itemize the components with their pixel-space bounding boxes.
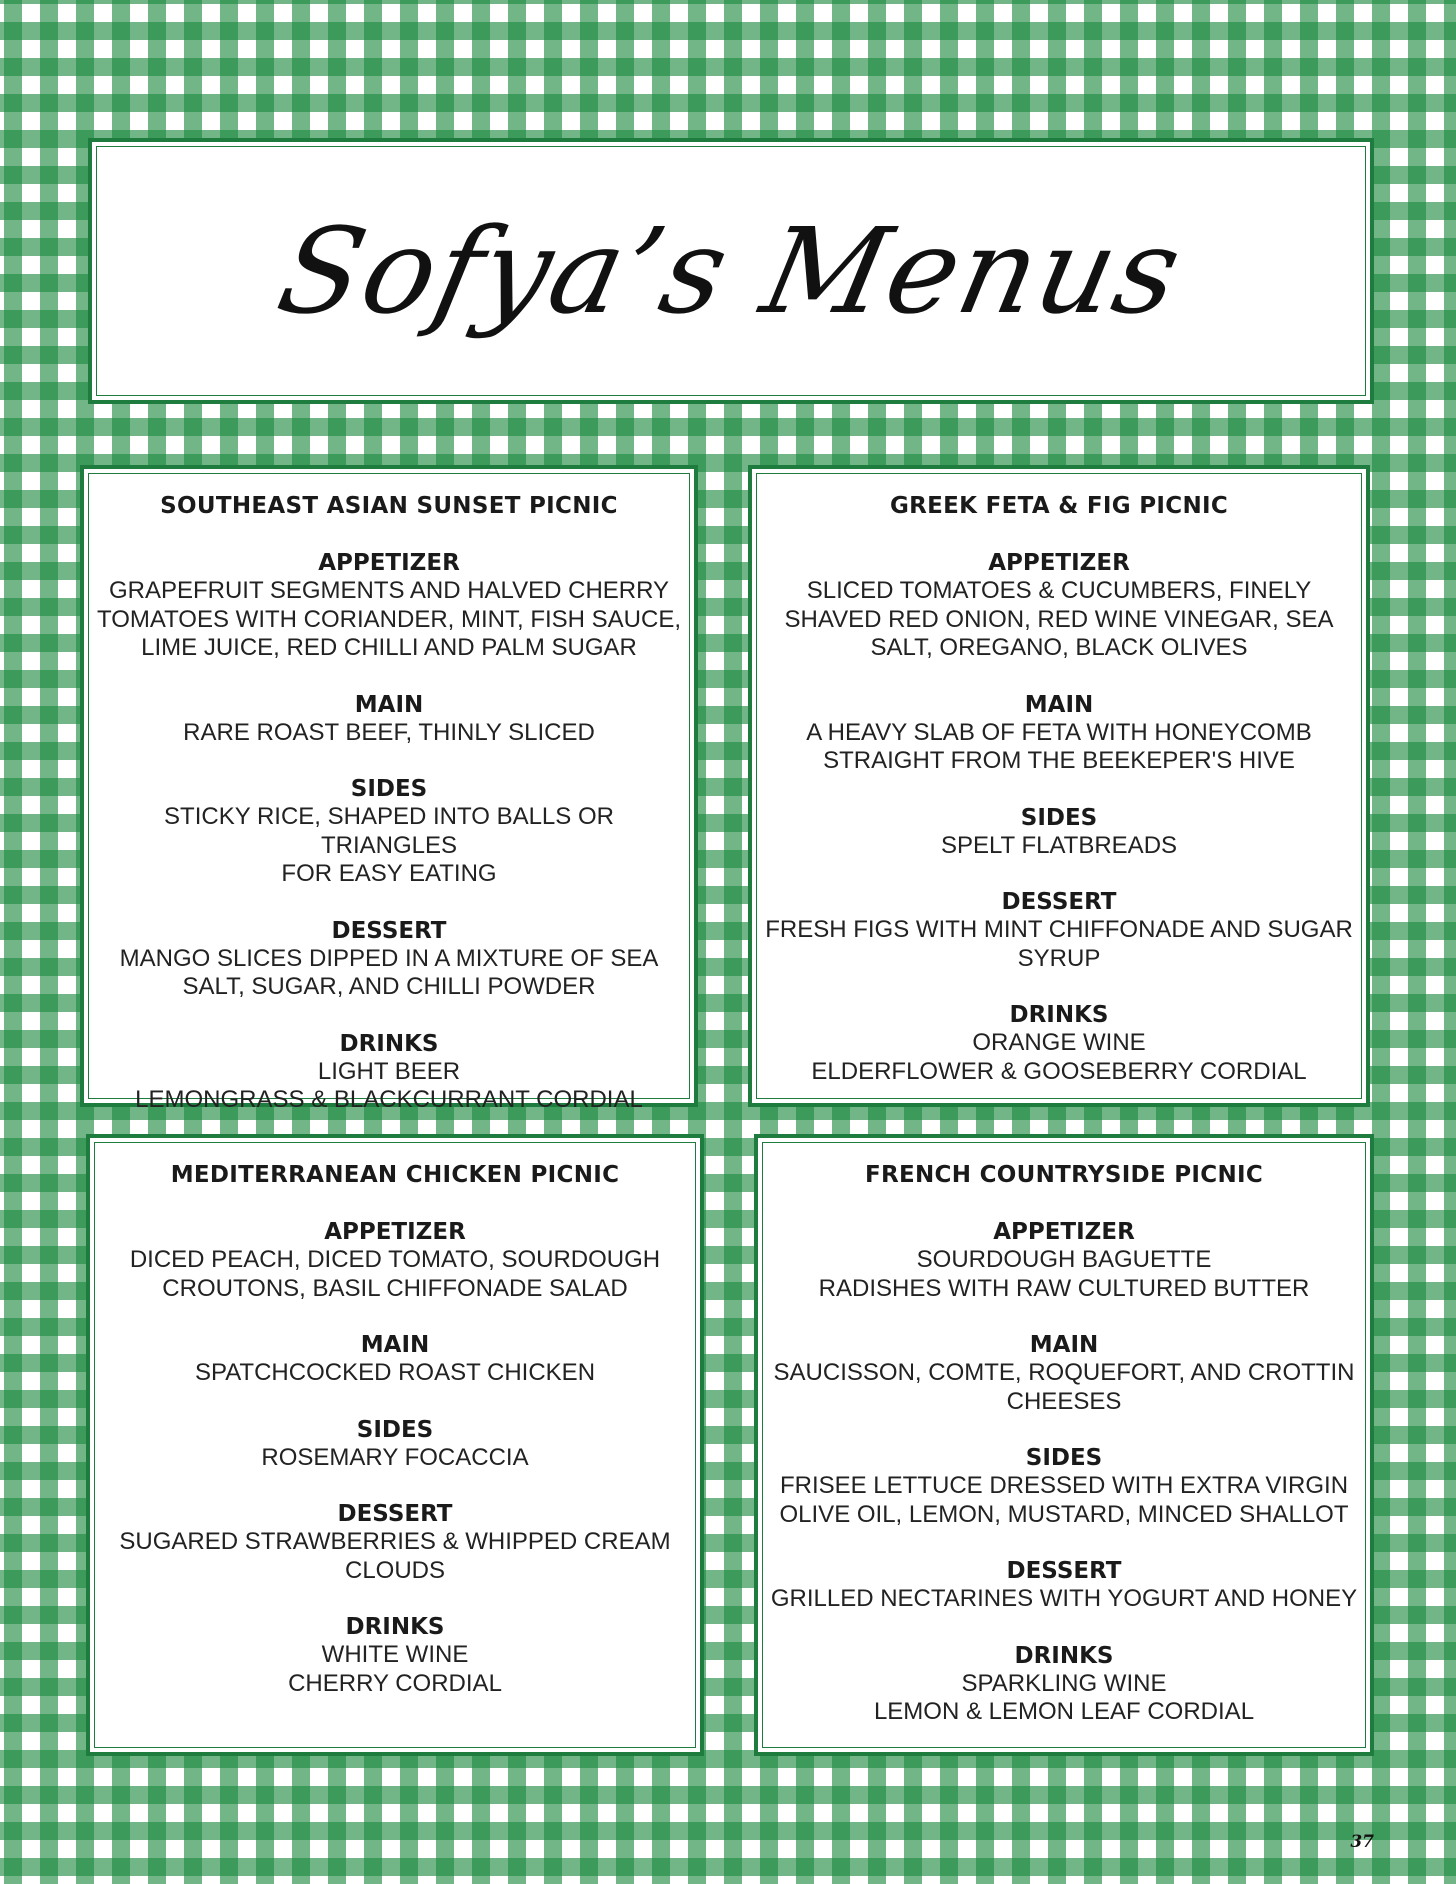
course-item-text: LEMONGRASS & BLACKCURRANT CORDIAL [135, 1086, 643, 1113]
course-section [762, 1001, 1356, 1086]
course-item-text: SUGARED STRAWBERRIES & WHIPPED CREAM [119, 1528, 671, 1555]
course-item-text: SPATCHCOCKED ROAST CHICKEN [194, 1359, 596, 1386]
course-item-text: RADISHES WITH RAW CULTURED BUTTER [818, 1274, 1310, 1302]
course-heading: APPETIZER [324, 1219, 466, 1245]
course-heading: APPETIZER [318, 550, 460, 576]
course-heading: DRINKS [345, 1614, 445, 1640]
menu-content [94, 491, 684, 1115]
course-section [100, 1331, 690, 1388]
course-item-text: ORANGE WINE [972, 1029, 1146, 1056]
course-item-text: RARE ROAST BEEF, THINLY SLICED [183, 718, 595, 746]
menu-content [762, 491, 1356, 1086]
course-item-text: ELDERFLOWER & GOOSEBERRY CORDIAL [811, 1057, 1307, 1085]
course-heading: DRINKS [339, 1030, 439, 1057]
course-item-text: ROSEMARY FOCACCIA [261, 1443, 529, 1471]
course-item-text: SHAVED RED ONION, RED WINE VINEGAR, SEA [784, 605, 1334, 633]
course-section [762, 888, 1356, 973]
course-item-text: GRILLED NECTARINES WITH YOGURT AND HONEY [770, 1585, 1358, 1612]
course-item-text: SAUCISSON, COMTE, ROQUEFORT, AND CROTTIN [773, 1359, 1355, 1386]
course-item-text: SLICED TOMATOES & CUCUMBERS, FINELY [806, 577, 1312, 604]
course-item-text: SYRUP [1017, 944, 1101, 972]
course-heading: MAIN [360, 1332, 430, 1358]
menu-content [768, 1160, 1360, 1727]
menu-title: SOUTHEAST ASIAN SUNSET PICNIC [160, 493, 618, 519]
course-item-text: DICED PEACH, DICED TOMATO, SOURDOUGH [129, 1246, 661, 1273]
course-item-text: SALT, OREGANO, BLACK OLIVES [870, 634, 1248, 661]
course-heading: DRINKS [1014, 1642, 1114, 1669]
course-item-text: TOMATOES WITH CORIANDER, MINT, FISH SAUCE, [96, 605, 682, 633]
course-heading: DRINKS [1009, 1002, 1109, 1028]
page-number: 37 [1350, 1832, 1374, 1852]
course-section [94, 775, 684, 889]
course-heading: DESSERT [331, 917, 447, 944]
course-item-text: OLIVE OIL, LEMON, MUSTARD, MINCED SHALLOT [779, 1500, 1349, 1528]
course-section [762, 549, 1356, 663]
course-heading: MAIN [1029, 1332, 1099, 1358]
course-heading: SIDES [1020, 804, 1098, 831]
course-heading: SIDES [350, 776, 428, 802]
course-heading: MAIN [1024, 691, 1094, 718]
course-item-text: GRAPEFRUIT SEGMENTS AND HALVED CHERRY [108, 577, 670, 604]
course-section [762, 691, 1356, 776]
course-item-text: LIME JUICE, RED CHILLI AND PALM SUGAR [141, 634, 637, 661]
course-section [100, 1500, 690, 1585]
course-heading: APPETIZER [993, 1219, 1135, 1245]
course-heading: DESSERT [1001, 889, 1117, 915]
menu-content [100, 1160, 690, 1698]
course-item-text: CHEESES [1006, 1387, 1122, 1415]
course-section [94, 1030, 684, 1115]
course-item-text: A HEAVY SLAB OF FETA WITH HONEYCOMB [806, 718, 1312, 746]
course-item-text: CHERRY CORDIAL [288, 1669, 502, 1697]
menu-card [80, 465, 698, 1113]
menu-title: MEDITERRANEAN CHICKEN PICNIC [170, 1162, 620, 1188]
course-section [100, 1218, 690, 1303]
course-item-text: STICKY RICE, SHAPED INTO BALLS OR TRIANGLES [164, 803, 614, 859]
course-item-text: SPELT FLATBREADS [940, 831, 1178, 859]
course-item-text: FRESH FIGS WITH MINT CHIFFONADE AND SUGAR [765, 916, 1353, 943]
course-section [94, 691, 684, 748]
course-item-text: FRISEE LETTUCE DRESSED WITH EXTRA VIRGIN [779, 1472, 1349, 1499]
course-heading: MAIN [354, 691, 424, 718]
course-item-text: WHITE WINE [321, 1641, 469, 1668]
page-title: Sofya’s Menus [267, 202, 1195, 340]
course-heading: APPETIZER [988, 550, 1130, 576]
course-section [768, 1444, 1360, 1529]
menu-card [754, 1134, 1374, 1756]
course-item-text: CROUTONS, BASIL CHIFFONADE SALAD [162, 1274, 628, 1302]
course-heading: DESSERT [1006, 1558, 1122, 1584]
course-section [768, 1642, 1360, 1727]
course-section [100, 1613, 690, 1698]
course-section [94, 917, 684, 1002]
menu-card [86, 1134, 704, 1756]
menu-title: GREEK FETA & FIG PICNIC [889, 493, 1229, 519]
course-heading: SIDES [1025, 1445, 1103, 1471]
course-item-text: CLOUDS [344, 1556, 446, 1584]
course-item-text: SALT, SUGAR, AND CHILLI POWDER [182, 973, 596, 1000]
title-banner [88, 138, 1374, 404]
course-item-text: LEMON & LEMON LEAF CORDIAL [873, 1698, 1255, 1725]
course-item-text: STRAIGHT FROM THE BEEKEPER'S HIVE [823, 747, 1295, 774]
menu-title: FRENCH COUNTRYSIDE PICNIC [864, 1162, 1264, 1188]
course-section [762, 804, 1356, 861]
menu-card [748, 465, 1370, 1107]
course-heading: SIDES [356, 1416, 434, 1443]
course-heading: DESSERT [337, 1501, 453, 1527]
course-section [94, 549, 684, 663]
course-section [768, 1218, 1360, 1303]
course-section [100, 1416, 690, 1473]
course-item-text: MANGO SLICES DIPPED IN A MIXTURE OF SEA [119, 944, 659, 972]
course-section [768, 1331, 1360, 1416]
course-item-text: FOR EASY EATING [281, 860, 497, 887]
course-item-text: SOURDOUGH BAGUETTE [916, 1246, 1212, 1273]
course-section [768, 1557, 1360, 1614]
course-item-text: LIGHT BEER [317, 1057, 461, 1085]
course-item-text: SPARKLING WINE [961, 1669, 1167, 1697]
